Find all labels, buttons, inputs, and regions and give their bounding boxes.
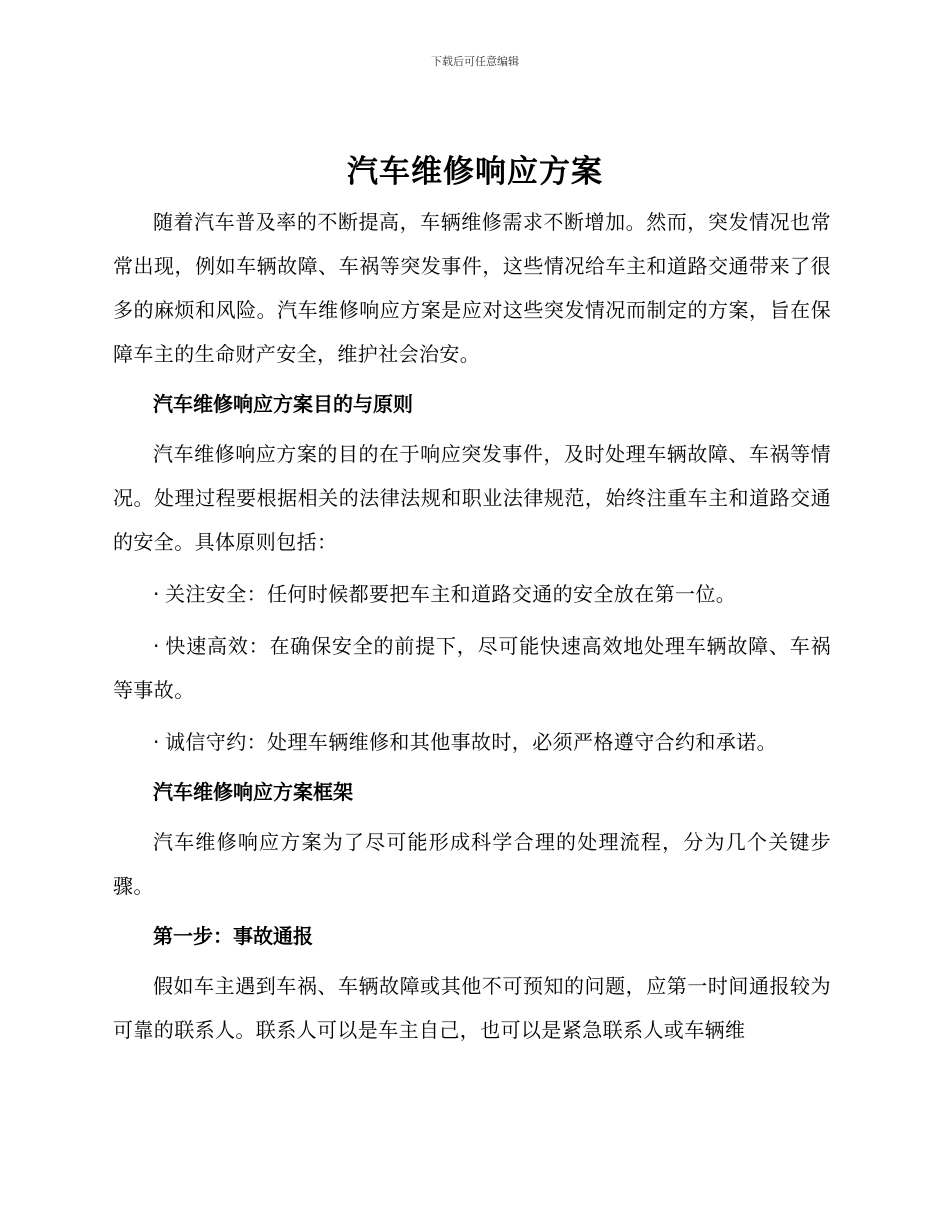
purpose-paragraph: 汽车维修响应方案的目的在于响应突发事件，及时处理车辆故障、车祸等情况。处理过程要根据相关的法律法规和职业法律规范，始终注重车主和道路交通的安全。具体原则包括：	[113, 442, 831, 554]
principle-item-integrity	[113, 720, 831, 764]
section-heading-purpose: 汽车维修响应方案目的与原则	[153, 392, 413, 416]
step1-paragraph: 假如车主遇到车祸、车辆故障或其他不可预知的问题，应第一时间通报较为可靠的联系人。联系人可以是车主自己，也可以是紧急联系人或车辆维	[113, 974, 831, 1042]
principle-item-safety	[113, 572, 831, 616]
intro-paragraph: 随着汽车普及率的不断提高，车辆维修需求不断增加。然而，突发情况也常常出现，例如车辆故障、车祸等突发事件，这些情况给车主和道路交通带来了很多的麻烦和风险。汽车维修响应方案是应对这些突发情况而制定的方案，旨在保障车主的生命财产安全，维护社会治安。	[113, 210, 831, 366]
document-title: 汽车维修响应方案	[347, 154, 603, 190]
principle-text: 诚信守约：处理车辆维修和其他事故时，必须严格遵守合约和承诺。	[165, 730, 777, 754]
page-header-note: 下载后可任意编辑	[431, 55, 519, 68]
bullet-marker: ·	[153, 582, 160, 606]
section-heading-framework: 汽车维修响应方案框架	[153, 780, 353, 804]
document-body	[113, 200, 831, 1056]
bullet-marker: ·	[153, 634, 160, 658]
framework-paragraph: 汽车维修响应方案为了尽可能形成科学合理的处理流程，分为几个关键步骤。	[113, 830, 831, 898]
bullet-marker: ·	[153, 730, 160, 754]
principle-text: 关注安全：任何时候都要把车主和道路交通的安全放在第一位。	[165, 582, 737, 606]
section-heading-step1: 第一步：事故通报	[153, 924, 313, 948]
principle-item-efficiency	[113, 624, 831, 712]
principle-text: 快速高效：在确保安全的前提下，尽可能快速高效地处理车辆故障、车祸等事故。	[113, 634, 831, 702]
